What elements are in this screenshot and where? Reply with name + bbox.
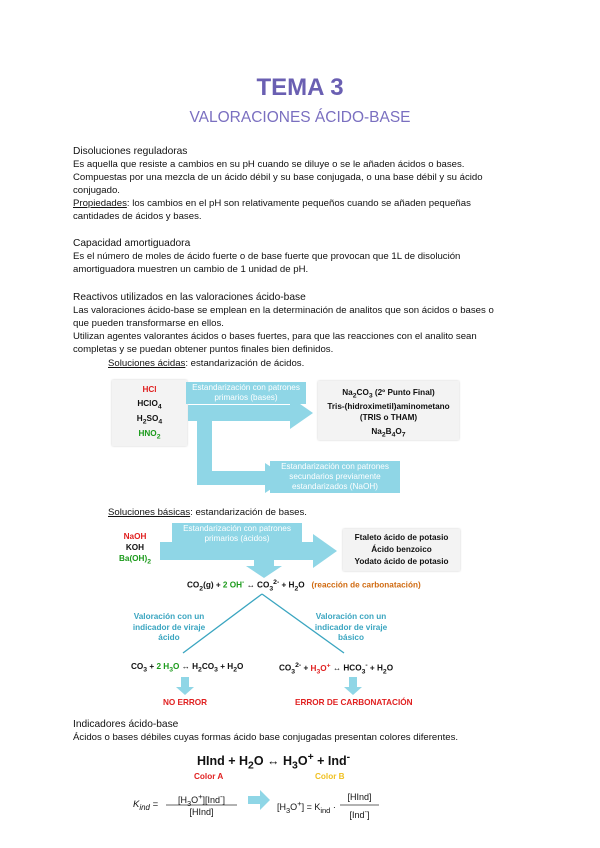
error-label: ERROR DE CARBONATACIÓN [295,698,413,707]
text-line: amortiguadora muestren un cambio de 1 unidad de pH. [73,264,309,275]
primario-tham: (TRIS o THAM) [359,413,418,422]
text-line: completas y se puedan obtener puntos finales bien definidos. [73,344,334,355]
arrow-indicator [248,790,270,810]
text-line: conjugado. [73,185,120,196]
heading-indicadores: Indicadores ácido-base [73,719,179,730]
no-error-label: NO ERROR [162,698,208,707]
page-subtitle: VALORACIONES ÁCIDO-BASE [189,109,411,126]
left-titration-label: Valoración con un indicador de viraje ácido [132,612,206,642]
arrow-base-down [246,558,282,578]
text-line: que pueden transformarse en ellos. [73,318,224,329]
heading-reguladoras: Disoluciones reguladoras [73,146,188,157]
soluciones-basicas-text: : estandarización de bases. [190,507,307,518]
color-b-label: Color B [315,772,345,781]
left-equation: $CO_3 + 2$ $H_3O$ ↔ $H_2CO_3 + H_2O$ [131,662,244,674]
base-koh: KOH [125,543,145,552]
ka-lhs: $K_{ind}$ = [133,799,159,812]
color-a-label: Color A [194,772,224,781]
heading-reactivos: Reactivos utilizados en las valoraciones ácido-base [73,292,306,303]
text-line: Es aquella que resiste a cambios en su pH cuando se diluye o se le añaden ácidos o bases. [73,159,465,170]
primario-tris: Tris-(hidroximetil)aminometano [327,402,450,411]
ka-denominator: [HInd] [189,807,214,817]
acid-hno2: $HNO_2$ [138,429,161,441]
rhs-numerator: [HInd] [347,792,372,802]
soluciones-basicas-line [108,507,307,520]
arrow-acid-secundarios-label: Estandarización con patrones secundarios previamente estandarizados (NaOH) [270,461,400,493]
base-naoh: NaOH [123,532,147,541]
soluciones-acidas-text: : estandarización de ácidos. [185,358,305,369]
soluciones-acidas-label: Soluciones ácidas [108,358,186,369]
primario-benzoico: Ácido benzoico [371,545,432,554]
primario-yodato: Yodato ácido de potasio [354,557,449,566]
primario-ftaleto: Ftaleto ácido de potasio [354,533,449,542]
propiedades-text: : los cambios en el pH son relativamente pequeños cuando se añaden pequeñas [126,198,471,209]
page-title: TEMA 3 [256,74,344,101]
arrow-left-down [176,677,194,695]
arrow-right-down [344,677,362,695]
acid-hcl: HCl [142,385,157,394]
arrow-acid-primarios-label: Estandarización con patrones primarios (bases) [186,382,306,404]
soluciones-basicas-label: Soluciones básicas [108,507,191,518]
propiedades-label: Propiedades [73,198,127,209]
rhs-denominator: [Ind-] [349,807,370,820]
text-line: Ácidos o bases débiles cuyas formas ácido base conjugadas presentan colores diferentes. [73,732,459,743]
acid-h2so4: $H_2SO_4$ [136,414,163,426]
carbonation-equation: $CO_2(g) + 2$ OH- ↔ $CO_3^{2-} + H_2O$ (reacción de carbonatación) [187,579,421,593]
acid-hclo4: HClO$_4$ [137,399,162,411]
primario-na2co3: $Na_2CO_3$ (2º Punto Final) [342,388,435,400]
carbonation-note: (reacción de carbonatación) [311,580,421,590]
right-equation: $CO_3^{2-} + H_3O^+$ ↔ $HCO_3^- + H_2O$ [279,662,394,676]
primario-borax: $Na_2B_4O_7$ [371,427,406,439]
right-titration-label: Valoración con un indicador de viraje básico [314,612,388,642]
text-line: Compuestas por una mezcla de un ácido débil y su base conjugada, o una base débil y su ácido [73,172,483,183]
indicator-reaction: HInd + $H_2O$ ↔ $H_3O^+ + Ind^-$ [197,752,351,772]
base-baoh2: $Ba(OH)_2$ [118,554,151,566]
text-line: Las valoraciones ácido-base se emplean en la determinación de analitos que son ácidos o bases o [73,305,494,316]
h3o-rhs: $[H_3O^+] = K_{ind}$ · [277,799,336,815]
arrow-base-primarios-label: Estandarización con patrones primarios (ácidos) [172,523,302,545]
ka-numerator: $[H_3O^+][Ind^-]$ [177,792,226,808]
text-line: Es el número de moles de ácido fuerte o de base fuerte que provocan que 1L de disolución [73,251,461,262]
text-line: Utilizan agentes valorantes ácidos o bases fuertes, para que las reacciones con el analito sean [73,331,477,342]
heading-capacidad: Capacidad amortiguadora [73,238,191,249]
text-line: cantidades de ácidos y bases. [73,211,202,222]
